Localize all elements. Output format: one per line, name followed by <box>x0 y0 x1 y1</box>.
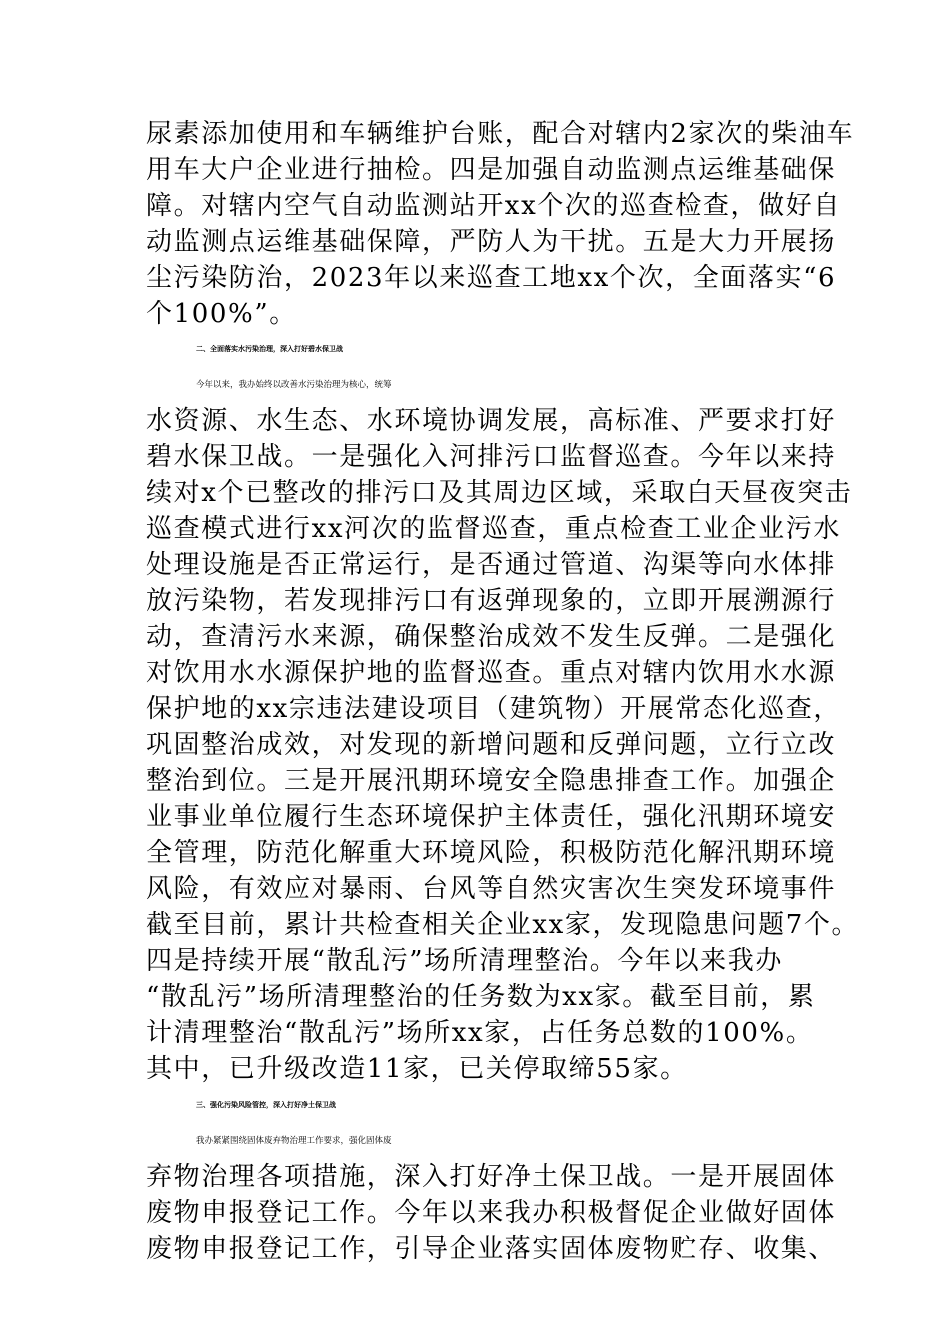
text-line: 动，查清污水来源，确保整治成效不发生反弹。二是强化 <box>146 622 837 652</box>
text-line: 尿素添加使用和车辆维护台账，配合对辖内2家次的柴油车 <box>146 119 855 149</box>
text-line: 障。对辖内空气自动监测站开xx个次的巡查检查，做好自 <box>146 191 841 221</box>
text-line: 放污染物，若发现排污口有返弹现象的，立即开展溯源行 <box>146 586 837 616</box>
text-line: 处理设施是否正常运行，是否通过管道、沟渠等向水体排 <box>146 550 837 580</box>
text-line: 全管理，防范化解重大环境风险，积极防范化解汛期环境 <box>146 838 837 868</box>
text-line: 续对x个已整改的排污口及其周边区域，采取白天昼夜突击 <box>146 478 853 508</box>
text-line: 截至目前，累计共检查相关企业xx家，发现隐患问题7个。 <box>146 910 860 940</box>
text-line: 废物申报登记工作。今年以来我办积极督促企业做好固体 <box>146 1198 837 1228</box>
section-heading: 三、强化污染风险管控，深入打好净土保卫战 <box>196 1101 336 1109</box>
text-line: 用车大户企业进行抽检。四是加强自动监测点运维基础保 <box>146 155 837 185</box>
text-line: 废物申报登记工作，引导企业落实固体废物贮存、收集、 <box>146 1234 837 1264</box>
text-line: 计清理整治“散乱污”场所xx家，占任务总数的100%。 <box>146 1018 814 1048</box>
text-line: 动监测点运维基础保障，严防人为干扰。五是大力开展扬 <box>146 227 837 257</box>
text-line: 碧水保卫战。一是强化入河排污口监督巡查。今年以来持 <box>146 442 837 472</box>
text-line: 整治到位。三是开展汛期环境安全隐患排查工作。加强企 <box>146 766 837 796</box>
text-line: 巡查模式进行xx河次的监督巡查，重点检查工业企业污水 <box>146 514 841 544</box>
text-line: 弃物治理各项措施，深入打好净土保卫战。一是开展固体 <box>146 1162 837 1192</box>
text-line: 尘污染防治，2023年以来巡查工地xx个次，全面落实“6 <box>146 263 837 293</box>
text-line: 巩固整治成效，对发现的新增问题和反弹问题，立行立改 <box>146 730 837 760</box>
text-line: 对饮用水水源保护地的监督巡查。重点对辖内饮用水水源 <box>146 658 837 688</box>
text-line: 其中，已升级改造11家，已关停取缔55家。 <box>146 1054 688 1084</box>
text-line: 四是持续开展“散乱污”场所清理整治。今年以来我办 <box>146 946 783 976</box>
text-line: 今年以来，我办始终以改善水污染治理为核心，统筹 <box>196 380 392 390</box>
text-line: 保护地的xx宗违法建设项目（建筑物）开展常态化巡查， <box>146 694 841 724</box>
section-heading: 二、全面落实水污染治理，深入打好碧水保卫战 <box>196 345 343 353</box>
text-line: 风险，有效应对暴雨、台风等自然灾害次生突发环境事件 <box>146 874 837 904</box>
text-line: 个100%”。 <box>146 299 297 329</box>
text-line: 水资源、水生态、水环境协调发展，高标准、严要求打好 <box>146 406 837 436</box>
text-line: “散乱污”场所清理整治的任务数为xx家。截至目前，累 <box>146 982 816 1012</box>
text-line: 业事业单位履行生态环境保护主体责任，强化汛期环境安 <box>146 802 837 832</box>
text-line: 我办紧紧围绕固体废弃物治理工作要求，强化固体废 <box>196 1136 392 1146</box>
